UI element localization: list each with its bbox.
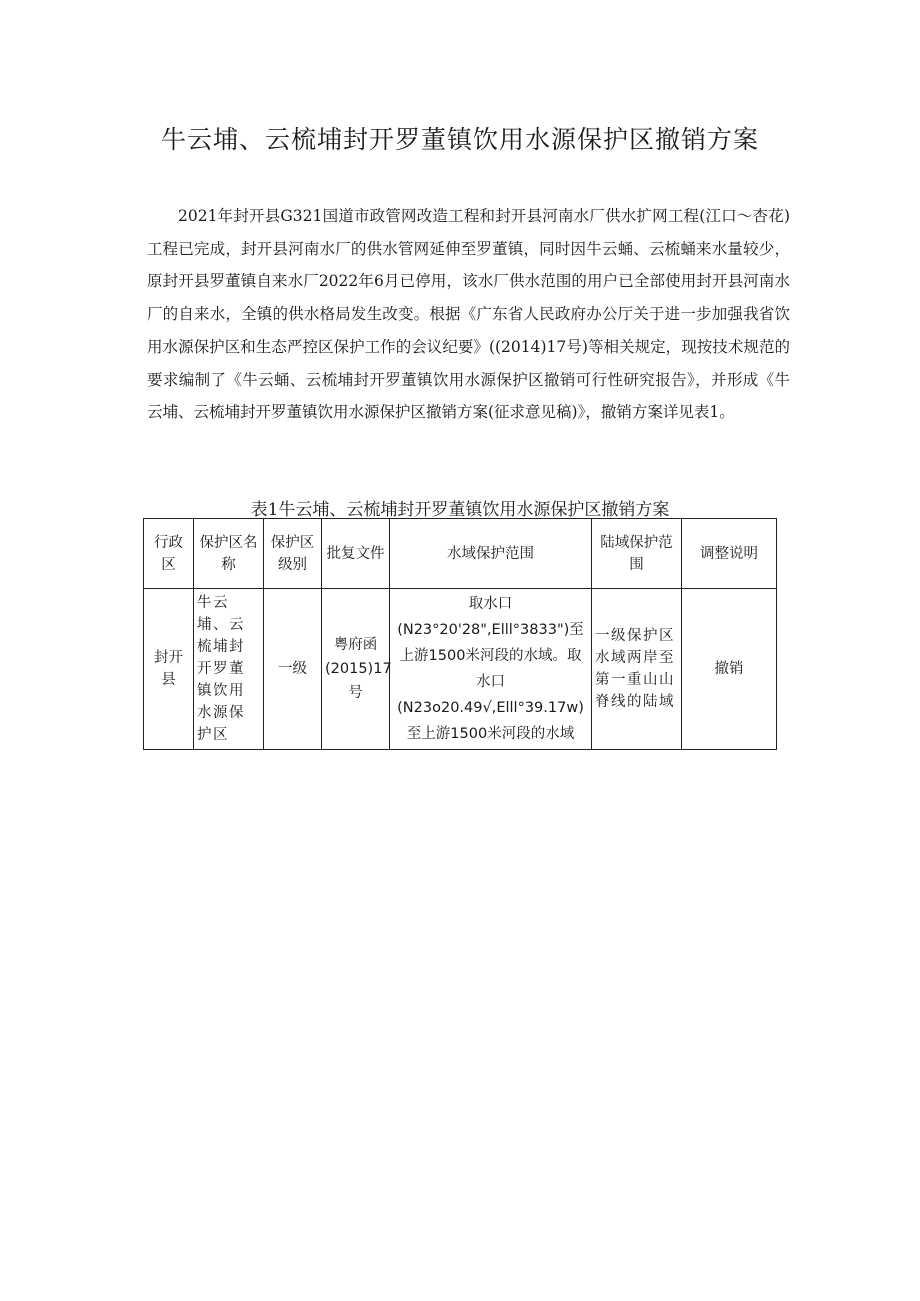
header-water-range: 水域保护范围: [390, 519, 592, 589]
body-paragraph: 2021年封开县G321国道市政管网改造工程和封开县河南水厂供水扩网工程(江口～杏花)工程已完成，封开县河南水厂的供水管网延伸至罗董镇，同时因牛云蛹、云梳蛹来水量较少，原封开县罗董镇自来水厂2022年6月已停用，该水厂供水范围的用户已全部使用封开县河南水厂的自来水，全镇的供水格局发生改变。根据《广东省人民政府办公厅关于进一步加强我省饮用水源保护区和生态严控区保护工作的会议纪要》((2014)17号)等相关规定，现按技术规范的要求编制了《牛云蛹、云梳埔封开罗董镇饮用水源保护区撤销可行性研究报告》，并形成《牛云埔、云梳埔封开罗董镇饮用水源保护区撤销方案(征求意见稿)》，撤销方案详见表1。: [147, 207, 790, 422]
table-caption: 表1牛云埔、云梳埔封开罗董镇饮用水源保护区撤销方案: [250, 500, 670, 520]
cell-water-range: 取水口(N23°20'28",Elll°3833")至上游1500米河段的水域。取水口(N23o20.49√,Elll°39.17w)至上游1500米河段的水域: [390, 589, 592, 750]
cell-note: 撤销: [682, 589, 777, 750]
cell-zone-name: 牛云埔、云梳埔封开罗董镇饮用水源保护区: [194, 589, 264, 750]
revocation-scheme-table: [143, 518, 777, 750]
header-land-range: 陆域保护范围: [592, 519, 682, 589]
header-district: 行政区: [144, 519, 194, 589]
cell-level: 一级: [264, 589, 322, 750]
table-header-row: [144, 519, 777, 589]
table-row: [144, 589, 777, 750]
document-title: 牛云埔、云梳埔封开罗董镇饮用水源保护区撤销方案: [160, 125, 759, 154]
header-level: 保护区级别: [264, 519, 322, 589]
cell-district: 封开县: [144, 589, 194, 750]
cell-land-range: 一级保护区水域两岸至第一重山山脊线的陆域: [592, 589, 682, 750]
header-approval-doc: 批复文件: [322, 519, 390, 589]
cell-approval-doc: 粤府函(2015)17号: [322, 589, 390, 750]
header-zone-name: 保护区名称: [194, 519, 264, 589]
header-note: 调整说明: [682, 519, 777, 589]
